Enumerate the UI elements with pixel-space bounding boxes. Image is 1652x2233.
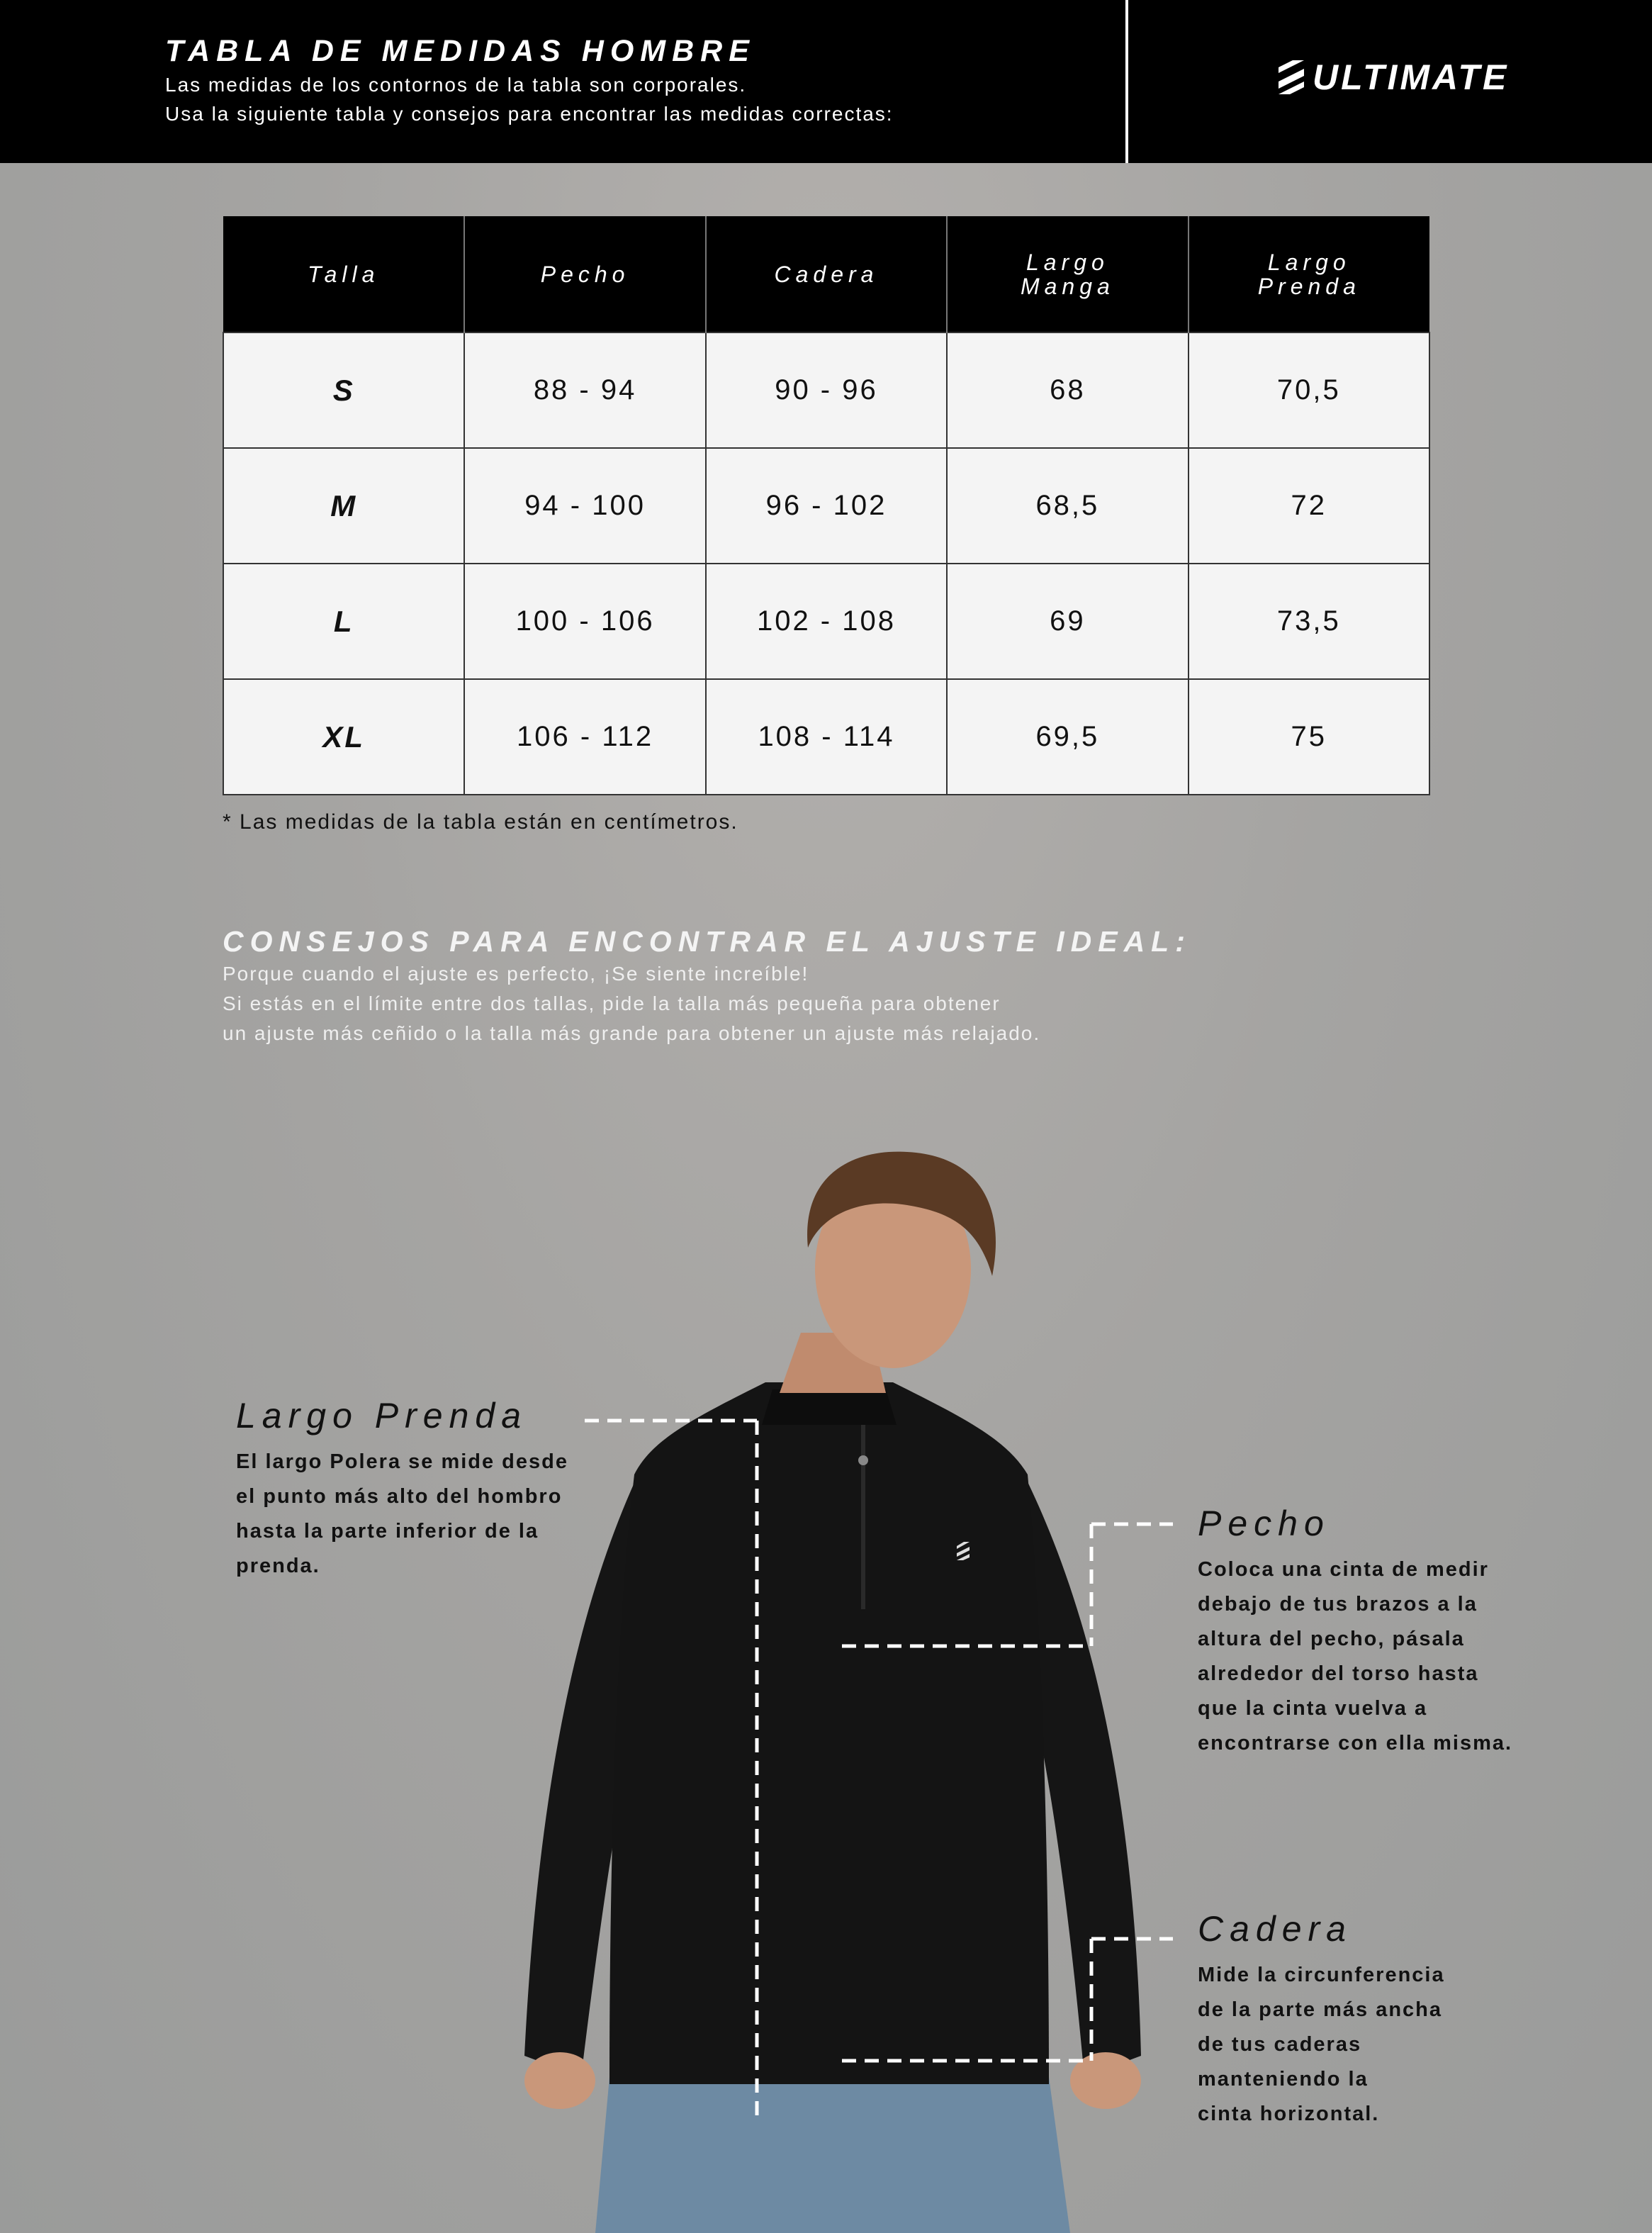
cell-pecho: 100 - 106 bbox=[464, 564, 705, 679]
cell-pecho: 88 - 94 bbox=[464, 332, 705, 448]
column-header-pecho: Pecho bbox=[464, 216, 705, 332]
shorts-shape bbox=[595, 2077, 1070, 2233]
cell-largo-prenda: 70,5 bbox=[1189, 332, 1429, 448]
shirt-shape bbox=[609, 1382, 1049, 2084]
cell-cadera: 96 - 102 bbox=[706, 448, 947, 564]
column-header-largo-manga: Largo Manga bbox=[947, 216, 1188, 332]
cell-pecho: 94 - 100 bbox=[464, 448, 705, 564]
cell-largo-prenda: 72 bbox=[1189, 448, 1429, 564]
cell-cadera: 108 - 114 bbox=[706, 679, 947, 795]
cell-size: L bbox=[223, 564, 464, 679]
size-table bbox=[223, 216, 1430, 795]
left-hand bbox=[524, 2052, 595, 2109]
cell-size: M bbox=[223, 448, 464, 564]
cell-largo-prenda: 73,5 bbox=[1189, 564, 1429, 679]
largo-prenda-description: El largo Polera se mide desde el punto más alto del hombro hasta la parte inferior de la prenda. bbox=[236, 1450, 568, 1577]
tips-heading: CONSEJOS PARA ENCONTRAR EL AJUSTE IDEAL: bbox=[223, 925, 1191, 958]
pecho-title: Pecho bbox=[1198, 1504, 1330, 1543]
header-subtitle-2: Usa la siguiente tabla y consejos para encontrar las medidas correctas: bbox=[165, 103, 894, 125]
table-row bbox=[223, 679, 1429, 795]
table-footnote: * Las medidas de la tabla están en centímetros. bbox=[223, 810, 738, 834]
cadera-description: Mide la circunferencia de la parte más ancha de tus caderas manteniendo la cinta horizontal. bbox=[1198, 1964, 1445, 2125]
cell-largo-manga: 68 bbox=[947, 332, 1188, 448]
cell-pecho: 106 - 112 bbox=[464, 679, 705, 795]
header-subtitle-1: Las medidas de los contornos de la tabla son corporales. bbox=[165, 74, 747, 96]
brand-name: ULTIMATE bbox=[1313, 57, 1510, 97]
column-header-talla: Talla bbox=[223, 216, 464, 332]
page-title: TABLA DE MEDIDAS HOMBRE bbox=[165, 34, 755, 68]
tips-line-3: un ajuste más ceñido o la talla más grande para obtener un ajuste más relajado. bbox=[223, 1022, 1041, 1044]
cell-largo-prenda: 75 bbox=[1189, 679, 1429, 795]
ultimate-logo-icon bbox=[1276, 60, 1307, 94]
table-row bbox=[223, 332, 1429, 448]
table-header-row bbox=[223, 216, 1429, 332]
cell-largo-manga: 68,5 bbox=[947, 448, 1188, 564]
tips-line-2: Si estás en el límite entre dos tallas, pide la talla más pequeña para obtener bbox=[223, 992, 1001, 1014]
tips-line-1: Porque cuando el ajuste es perfecto, ¡Se siente increíble! bbox=[223, 963, 809, 985]
header-divider bbox=[1125, 0, 1128, 163]
largo-prenda-title: Largo Prenda bbox=[236, 1396, 528, 1436]
cell-cadera: 90 - 96 bbox=[706, 332, 947, 448]
header-bar bbox=[0, 0, 1652, 163]
pecho-description: Coloca una cinta de medir debajo de tus brazos a la altura del pecho, pásala alrededor del torso hasta que la cinta vuelva a encontrarse con ella misma. bbox=[1198, 1558, 1513, 1754]
cell-largo-manga: 69 bbox=[947, 564, 1188, 679]
cadera-title: Cadera bbox=[1198, 1909, 1352, 1949]
cell-cadera: 102 - 108 bbox=[706, 564, 947, 679]
cell-size: XL bbox=[223, 679, 464, 795]
brand-logo bbox=[1276, 57, 1509, 98]
column-header-largo-prenda: Largo Prenda bbox=[1189, 216, 1429, 332]
cell-largo-manga: 69,5 bbox=[947, 679, 1188, 795]
column-header-cadera: Cadera bbox=[706, 216, 947, 332]
cell-size: S bbox=[223, 332, 464, 448]
table-row bbox=[223, 564, 1429, 679]
table-row bbox=[223, 448, 1429, 564]
